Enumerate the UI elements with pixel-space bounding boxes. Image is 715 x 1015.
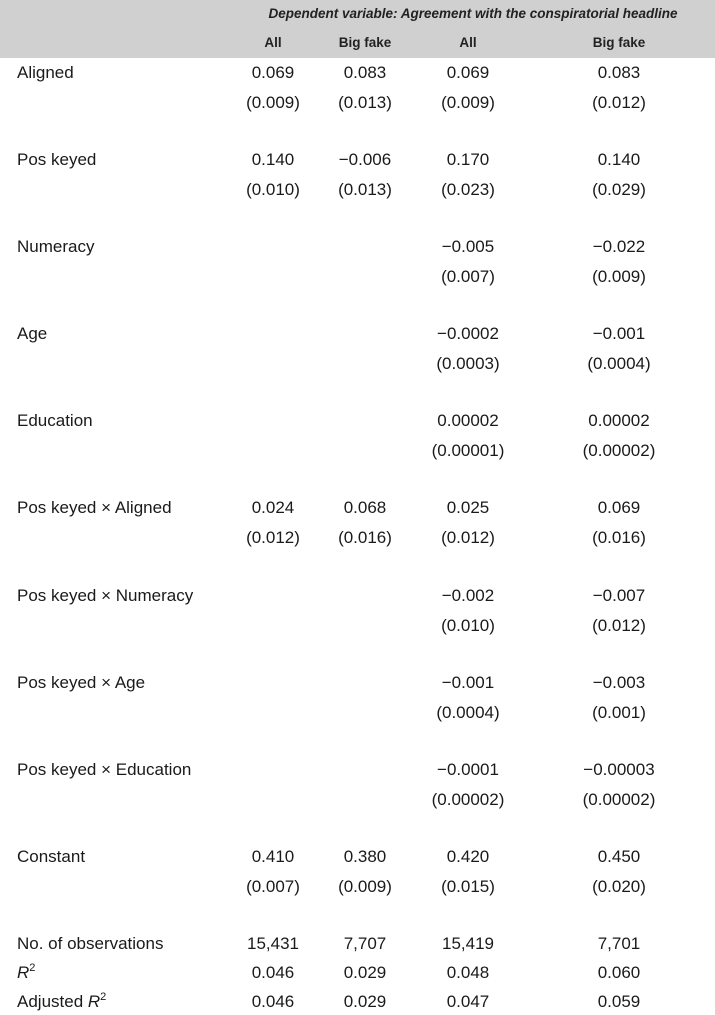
se-cell: (0.013) — [338, 93, 392, 112]
stat-cell: 0.029 — [343, 992, 387, 1011]
se-cell: (0.009) — [338, 877, 392, 896]
se-cell: (0.015) — [441, 877, 495, 896]
se-cell: (0.012) — [441, 528, 495, 547]
se-cell: (0.020) — [592, 877, 646, 896]
se-cell: (0.016) — [592, 528, 646, 547]
coef-cell: 0.140 — [597, 150, 641, 169]
column-header-3: All — [459, 35, 477, 50]
stat-cell: 15,419 — [442, 934, 494, 953]
coef-cell: 0.00002 — [437, 411, 499, 430]
row-label: Pos keyed × Age — [17, 673, 146, 692]
coef-cell: −0.003 — [592, 673, 646, 692]
se-cell: (0.009) — [592, 267, 646, 286]
se-cell: (0.007) — [246, 877, 300, 896]
stat-cell: 15,431 — [247, 934, 299, 953]
column-header-2: Big fake — [338, 35, 392, 50]
coef-cell: −0.001 — [592, 324, 646, 343]
r-symbol: R — [17, 963, 30, 982]
coef-cell: −0.006 — [338, 150, 392, 169]
se-cell: (0.029) — [592, 180, 646, 199]
adjusted-word: Adjusted — [17, 992, 88, 1011]
stat-label — [17, 992, 106, 1012]
row-label: Pos keyed × Education — [17, 760, 192, 779]
coef-cell: −0.002 — [441, 586, 495, 605]
row-label: Pos keyed — [17, 150, 97, 169]
stat-cell: 0.048 — [446, 963, 490, 982]
coef-cell: 0.00002 — [588, 411, 650, 430]
row-label: Pos keyed × Aligned — [17, 498, 172, 517]
coef-cell: 0.024 — [251, 498, 295, 517]
coef-cell: 0.420 — [446, 847, 490, 866]
coef-cell: −0.007 — [592, 586, 646, 605]
se-cell: (0.016) — [338, 528, 392, 547]
se-cell: (0.009) — [441, 93, 495, 112]
coef-cell: −0.005 — [441, 237, 495, 256]
se-cell: (0.012) — [246, 528, 300, 547]
row-label: Numeracy — [17, 237, 95, 256]
stat-cell: 7,701 — [597, 934, 641, 953]
se-cell: (0.012) — [592, 93, 646, 112]
se-cell: (0.007) — [441, 267, 495, 286]
se-cell: (0.010) — [246, 180, 300, 199]
stat-cell: 0.047 — [446, 992, 490, 1011]
table-header — [0, 0, 715, 58]
se-cell: (0.00002) — [582, 441, 656, 460]
coef-cell: 0.380 — [343, 847, 387, 866]
coef-cell: 0.069 — [446, 63, 490, 82]
se-cell: (0.0004) — [436, 703, 500, 722]
se-cell: (0.001) — [592, 703, 646, 722]
stat-cell: 0.046 — [251, 963, 295, 982]
superscript: 2 — [100, 991, 107, 1003]
se-cell: (0.023) — [441, 180, 495, 199]
stat-cell: 0.046 — [251, 992, 295, 1011]
se-cell: (0.00002) — [431, 790, 505, 809]
se-cell: (0.00001) — [431, 441, 505, 460]
column-header-1: All — [264, 35, 282, 50]
se-cell: (0.013) — [338, 180, 392, 199]
coef-cell: −0.022 — [592, 237, 646, 256]
superscript: 2 — [29, 962, 36, 974]
stat-label — [17, 963, 35, 983]
stat-cell: 0.060 — [597, 963, 641, 982]
row-label: Pos keyed × Numeracy — [17, 586, 194, 605]
coef-cell: −0.001 — [441, 673, 495, 692]
row-label: Aligned — [17, 63, 74, 82]
coef-cell: −0.0002 — [437, 324, 499, 343]
coef-cell: 0.083 — [343, 63, 387, 82]
se-cell: (0.0004) — [587, 354, 651, 373]
se-cell: (0.0003) — [436, 354, 500, 373]
coef-cell: 0.068 — [343, 498, 387, 517]
coef-cell: 0.410 — [251, 847, 295, 866]
se-cell: (0.009) — [246, 93, 300, 112]
coef-cell: 0.170 — [446, 150, 490, 169]
coef-cell: −0.0001 — [437, 760, 499, 779]
coef-cell: −0.00003 — [583, 760, 655, 779]
stat-label: No. of observations — [17, 934, 164, 953]
se-cell: (0.012) — [592, 616, 646, 635]
stat-cell: 0.029 — [343, 963, 387, 982]
coef-cell: 0.025 — [446, 498, 490, 517]
se-cell: (0.010) — [441, 616, 495, 635]
column-header-4: Big fake — [592, 35, 646, 50]
stat-cell: 0.059 — [597, 992, 641, 1011]
coef-cell: 0.450 — [597, 847, 641, 866]
se-cell: (0.00002) — [582, 790, 656, 809]
stat-cell: 7,707 — [343, 934, 387, 953]
row-label: Constant — [17, 847, 86, 866]
row-label: Age — [17, 324, 48, 343]
dependent-variable-caption: Dependent variable: Agreement with the conspiratorial headline — [268, 6, 678, 21]
coef-cell: 0.083 — [597, 63, 641, 82]
coef-cell: 0.140 — [251, 150, 295, 169]
coef-cell: 0.069 — [597, 498, 641, 517]
r-symbol: R — [87, 992, 101, 1011]
coef-cell: 0.069 — [251, 63, 295, 82]
row-label: Education — [17, 411, 93, 430]
